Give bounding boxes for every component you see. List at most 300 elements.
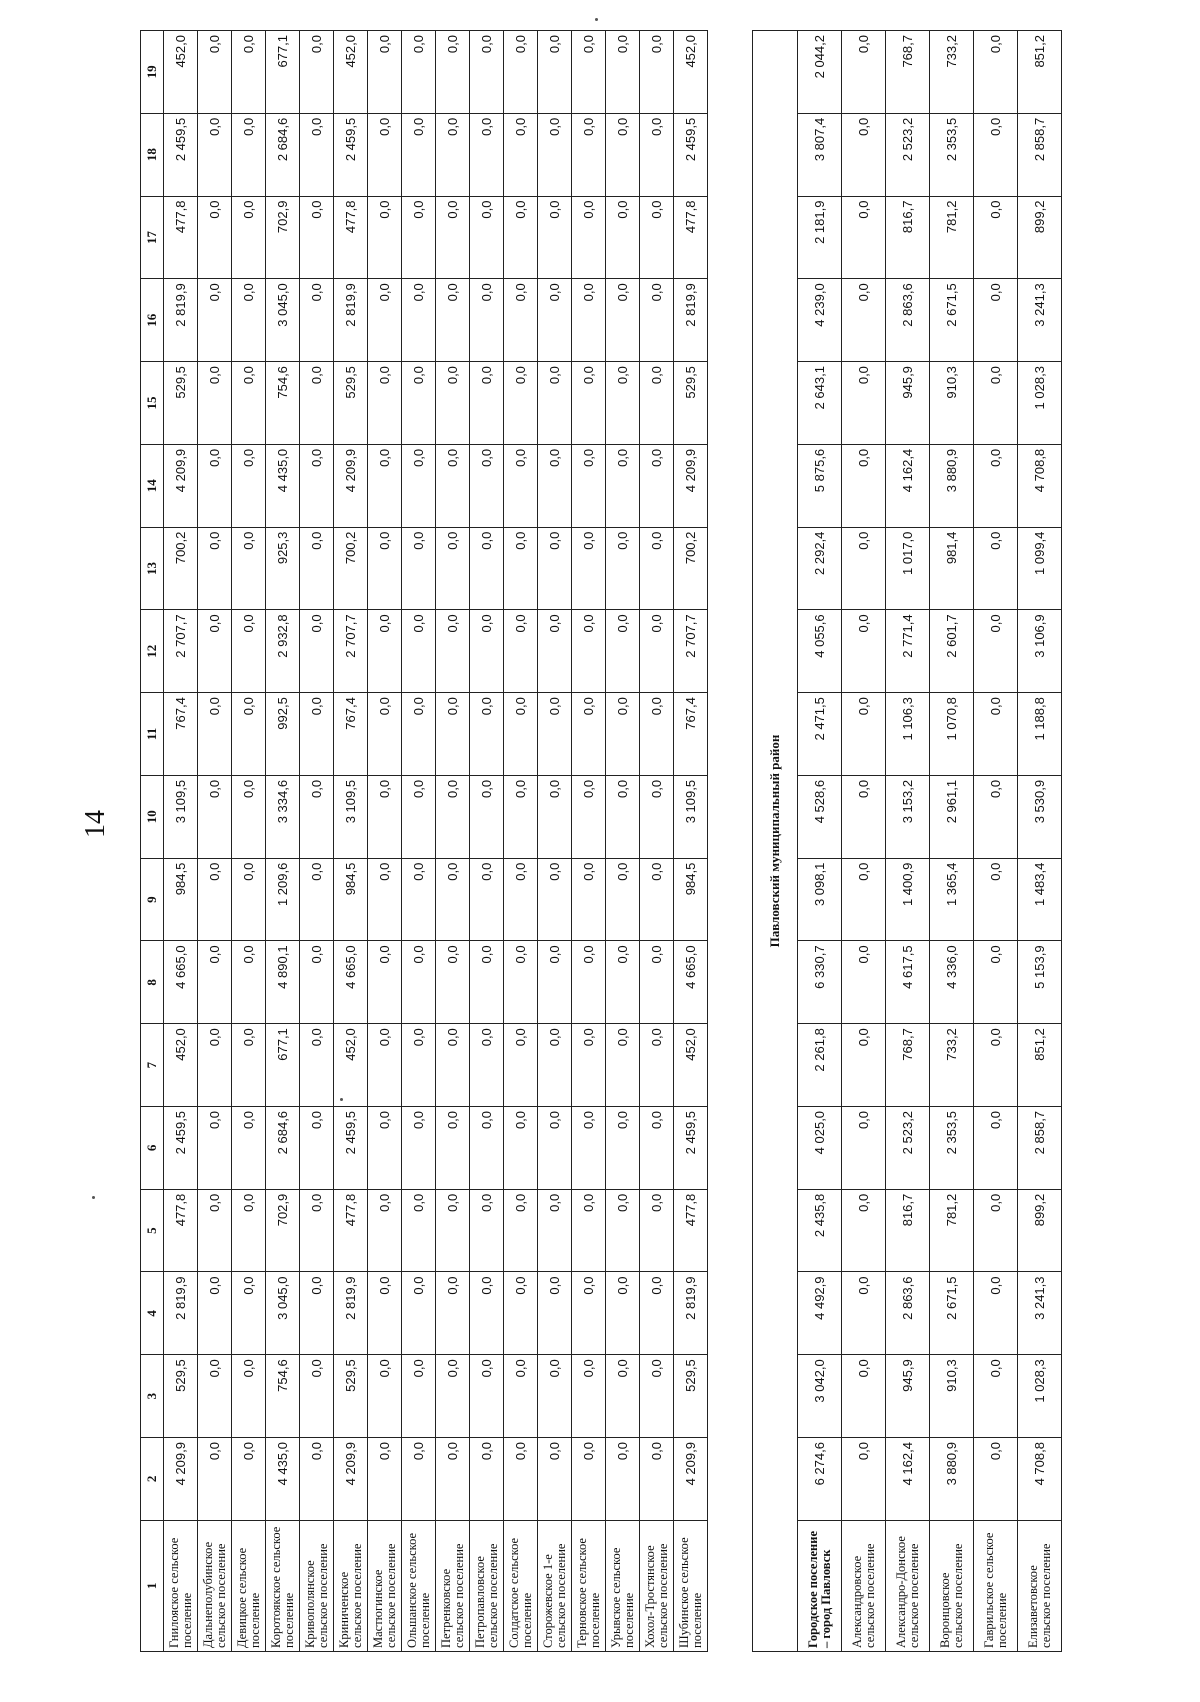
column-header: 15	[141, 362, 164, 445]
value-cell: 0,0	[470, 1106, 504, 1189]
value-cell: 2 353,5	[930, 1106, 974, 1189]
value-cell: 0,0	[572, 113, 606, 196]
value-cell: 452,0	[674, 31, 708, 114]
value-cell: 767,4	[164, 693, 198, 776]
value-cell: 899,2	[1018, 1189, 1062, 1272]
value-cell: 0,0	[572, 1355, 606, 1438]
value-cell: 0,0	[640, 775, 674, 858]
settlement-name-cell: Гаврильское сельское поселение	[974, 1520, 1018, 1651]
value-cell: 0,0	[198, 693, 232, 776]
value-cell: 0,0	[300, 775, 334, 858]
value-cell: 5 875,6	[798, 444, 842, 527]
value-cell: 2 181,9	[798, 196, 842, 279]
value-cell: 702,9	[266, 196, 300, 279]
value-cell: 3 109,5	[674, 775, 708, 858]
value-cell: 0,0	[572, 693, 606, 776]
settlement-name-cell: Сторожевское 1-е сельское поселение	[538, 1520, 572, 1651]
value-cell: 0,0	[842, 941, 886, 1024]
value-cell: 0,0	[402, 1438, 436, 1521]
value-cell: 529,5	[164, 362, 198, 445]
value-cell: 0,0	[436, 1106, 470, 1189]
value-cell: 0,0	[572, 1438, 606, 1521]
value-cell: 0,0	[368, 31, 402, 114]
rotated-table-wrapper	[140, 30, 1060, 1652]
value-cell: 0,0	[198, 113, 232, 196]
value-cell: 0,0	[640, 196, 674, 279]
value-cell: 0,0	[538, 527, 572, 610]
value-cell: 4 665,0	[164, 941, 198, 1024]
value-cell: 2 459,5	[334, 113, 368, 196]
value-cell: 0,0	[572, 775, 606, 858]
value-cell: 0,0	[606, 527, 640, 610]
value-cell: 0,0	[470, 1438, 504, 1521]
value-cell: 0,0	[198, 279, 232, 362]
value-cell: 0,0	[842, 362, 886, 445]
value-cell: 0,0	[300, 941, 334, 1024]
value-cell: 0,0	[470, 1272, 504, 1355]
value-cell: 0,0	[538, 941, 572, 1024]
column-header: 6	[141, 1106, 164, 1189]
value-cell: 0,0	[504, 693, 538, 776]
value-cell: 0,0	[974, 362, 1018, 445]
value-cell: 0,0	[198, 362, 232, 445]
value-cell: 2 863,6	[886, 279, 930, 362]
value-cell: 0,0	[232, 1355, 266, 1438]
value-cell: 0,0	[842, 1189, 886, 1272]
value-cell: 3 106,9	[1018, 610, 1062, 693]
value-cell: 0,0	[504, 610, 538, 693]
value-cell: 767,4	[334, 693, 368, 776]
value-cell: 2 707,7	[334, 610, 368, 693]
value-cell: 0,0	[504, 196, 538, 279]
value-cell: 733,2	[930, 1024, 974, 1107]
value-cell: 0,0	[572, 1189, 606, 1272]
value-cell: 0,0	[368, 610, 402, 693]
column-header: 2	[141, 1438, 164, 1521]
value-cell: 0,0	[436, 858, 470, 941]
table-body	[164, 31, 1062, 1652]
value-cell: 0,0	[232, 1106, 266, 1189]
value-cell: 0,0	[640, 1355, 674, 1438]
table-row	[930, 31, 974, 1652]
settlement-name-cell: Девицкое сельское поселение	[232, 1520, 266, 1651]
column-header: 4	[141, 1272, 164, 1355]
value-cell: 0,0	[842, 113, 886, 196]
value-cell: 851,2	[1018, 31, 1062, 114]
value-cell: 700,2	[674, 527, 708, 610]
value-cell: 0,0	[402, 31, 436, 114]
value-cell: 0,0	[504, 1438, 538, 1521]
value-cell: 1 365,4	[930, 858, 974, 941]
value-cell: 0,0	[436, 1024, 470, 1107]
value-cell: 0,0	[538, 444, 572, 527]
value-cell: 0,0	[842, 31, 886, 114]
value-cell: 0,0	[504, 1024, 538, 1107]
value-cell: 4 025,0	[798, 1106, 842, 1189]
value-cell: 0,0	[368, 113, 402, 196]
value-cell: 4 708,8	[1018, 444, 1062, 527]
column-header: 8	[141, 941, 164, 1024]
value-cell: 984,5	[334, 858, 368, 941]
value-cell: 452,0	[164, 1024, 198, 1107]
value-cell: 0,0	[436, 941, 470, 1024]
value-cell: 4 435,0	[266, 1438, 300, 1521]
value-cell: 0,0	[368, 693, 402, 776]
value-cell: 0,0	[402, 444, 436, 527]
value-cell: 0,0	[606, 444, 640, 527]
value-cell: 0,0	[538, 113, 572, 196]
value-cell: 0,0	[974, 196, 1018, 279]
value-cell: 0,0	[198, 941, 232, 1024]
value-cell: 0,0	[640, 444, 674, 527]
value-cell: 0,0	[606, 858, 640, 941]
value-cell: 0,0	[402, 1355, 436, 1438]
value-cell: 0,0	[572, 362, 606, 445]
value-cell: 816,7	[886, 1189, 930, 1272]
value-cell: 0,0	[974, 1272, 1018, 1355]
value-cell: 0,0	[640, 693, 674, 776]
value-cell: 0,0	[606, 1272, 640, 1355]
value-cell: 781,2	[930, 196, 974, 279]
value-cell: 0,0	[402, 858, 436, 941]
settlement-name-cell: Городское поселение – город Павловск	[798, 1520, 842, 1651]
value-cell: 0,0	[470, 941, 504, 1024]
value-cell: 0,0	[640, 858, 674, 941]
value-cell: 945,9	[886, 1355, 930, 1438]
value-cell: 0,0	[232, 1189, 266, 1272]
value-cell: 0,0	[606, 362, 640, 445]
value-cell: 0,0	[504, 362, 538, 445]
value-cell: 1 070,8	[930, 693, 974, 776]
value-cell: 3 109,5	[334, 775, 368, 858]
value-cell: 0,0	[198, 444, 232, 527]
value-cell: 925,3	[266, 527, 300, 610]
section-title-row	[753, 31, 798, 1652]
value-cell: 0,0	[436, 31, 470, 114]
value-cell: 0,0	[606, 693, 640, 776]
value-cell: 0,0	[640, 279, 674, 362]
settlement-name-cell: Александровское сельское поселение	[842, 1520, 886, 1651]
settlement-name-cell: Хохол-Тростянское сельское поселение	[640, 1520, 674, 1651]
value-cell: 2 459,5	[164, 113, 198, 196]
value-cell: 0,0	[606, 1106, 640, 1189]
value-cell: 767,4	[674, 693, 708, 776]
value-cell: 0,0	[402, 941, 436, 1024]
value-cell: 0,0	[402, 1272, 436, 1355]
value-cell: 0,0	[606, 1024, 640, 1107]
value-cell: 2 671,5	[930, 279, 974, 362]
value-cell: 0,0	[402, 1106, 436, 1189]
value-cell: 0,0	[470, 444, 504, 527]
value-cell: 4 209,9	[334, 444, 368, 527]
settlement-name-cell: Александро-Донское сельское поселение	[886, 1520, 930, 1651]
scan-speck	[595, 18, 598, 21]
value-cell: 0,0	[470, 858, 504, 941]
value-cell: 1 028,3	[1018, 362, 1062, 445]
value-cell: 0,0	[436, 196, 470, 279]
value-cell: 733,2	[930, 31, 974, 114]
value-cell: 0,0	[504, 279, 538, 362]
value-cell: 477,8	[674, 1189, 708, 1272]
value-cell: 781,2	[930, 1189, 974, 1272]
value-cell: 0,0	[504, 31, 538, 114]
value-cell: 0,0	[232, 362, 266, 445]
value-cell: 0,0	[842, 1355, 886, 1438]
value-cell: 945,9	[886, 362, 930, 445]
value-cell: 0,0	[198, 1024, 232, 1107]
value-cell: 0,0	[300, 196, 334, 279]
value-cell: 0,0	[300, 858, 334, 941]
value-cell: 0,0	[436, 1272, 470, 1355]
column-header: 5	[141, 1189, 164, 1272]
value-cell: 1 017,0	[886, 527, 930, 610]
value-cell: 6 274,6	[798, 1438, 842, 1521]
value-cell: 0,0	[402, 362, 436, 445]
value-cell: 0,0	[842, 1024, 886, 1107]
table-row	[640, 31, 674, 1652]
header-row	[141, 31, 164, 1652]
value-cell: 0,0	[232, 31, 266, 114]
value-cell: 0,0	[232, 693, 266, 776]
value-cell: 0,0	[402, 610, 436, 693]
value-cell: 0,0	[300, 1438, 334, 1521]
value-cell: 1 099,4	[1018, 527, 1062, 610]
value-cell: 0,0	[974, 1024, 1018, 1107]
value-cell: 0,0	[842, 1272, 886, 1355]
value-cell: 0,0	[470, 362, 504, 445]
value-cell: 0,0	[974, 941, 1018, 1024]
value-cell: 2 353,5	[930, 113, 974, 196]
value-cell: 3 241,3	[1018, 279, 1062, 362]
value-cell: 3 241,3	[1018, 1272, 1062, 1355]
value-cell: 0,0	[368, 858, 402, 941]
value-cell: 0,0	[842, 775, 886, 858]
value-cell: 2 044,2	[798, 31, 842, 114]
settlement-name-cell: Гнилояское сельское поселение	[164, 1520, 198, 1651]
value-cell: 0,0	[300, 113, 334, 196]
value-cell: 4 890,1	[266, 941, 300, 1024]
table-row	[842, 31, 886, 1652]
value-cell: 477,8	[334, 196, 368, 279]
settlement-name-cell: Кривополянское сельское поселение	[300, 1520, 334, 1651]
value-cell: 0,0	[640, 1106, 674, 1189]
value-cell: 477,8	[334, 1189, 368, 1272]
value-cell: 0,0	[300, 279, 334, 362]
gap-cell	[708, 31, 753, 1652]
value-cell: 4 336,0	[930, 941, 974, 1024]
value-cell: 0,0	[538, 362, 572, 445]
value-cell: 0,0	[198, 1106, 232, 1189]
value-cell: 3 153,2	[886, 775, 930, 858]
value-cell: 0,0	[842, 196, 886, 279]
value-cell: 4 209,9	[334, 1438, 368, 1521]
value-cell: 910,3	[930, 1355, 974, 1438]
value-cell: 0,0	[470, 693, 504, 776]
value-cell: 4 492,9	[798, 1272, 842, 1355]
value-cell: 0,0	[538, 1024, 572, 1107]
value-cell: 3 045,0	[266, 1272, 300, 1355]
value-cell: 0,0	[974, 31, 1018, 114]
value-cell: 0,0	[606, 1355, 640, 1438]
value-cell: 0,0	[606, 113, 640, 196]
table-row	[198, 31, 232, 1652]
value-cell: 981,4	[930, 527, 974, 610]
value-cell: 0,0	[606, 1189, 640, 1272]
table-row	[470, 31, 504, 1652]
value-cell: 2 261,8	[798, 1024, 842, 1107]
value-cell: 0,0	[974, 858, 1018, 941]
value-cell: 0,0	[436, 444, 470, 527]
value-cell: 2 932,8	[266, 610, 300, 693]
table-row	[436, 31, 470, 1652]
value-cell: 0,0	[974, 527, 1018, 610]
value-cell: 0,0	[538, 858, 572, 941]
value-cell: 0,0	[300, 362, 334, 445]
table-row	[300, 31, 334, 1652]
value-cell: 0,0	[842, 444, 886, 527]
value-cell: 0,0	[842, 527, 886, 610]
value-cell: 0,0	[974, 1355, 1018, 1438]
table-row	[674, 31, 708, 1652]
value-cell: 2 684,6	[266, 1106, 300, 1189]
value-cell: 0,0	[606, 196, 640, 279]
value-cell: 768,7	[886, 1024, 930, 1107]
value-cell: 0,0	[198, 858, 232, 941]
value-cell: 0,0	[300, 1024, 334, 1107]
value-cell: 0,0	[436, 775, 470, 858]
value-cell: 0,0	[368, 1106, 402, 1189]
value-cell: 529,5	[674, 1355, 708, 1438]
value-cell: 3 530,9	[1018, 775, 1062, 858]
table-row	[504, 31, 538, 1652]
value-cell: 677,1	[266, 31, 300, 114]
value-cell: 0,0	[368, 1189, 402, 1272]
value-cell: 0,0	[538, 31, 572, 114]
value-cell: 2 671,5	[930, 1272, 974, 1355]
value-cell: 2 707,7	[674, 610, 708, 693]
value-cell: 0,0	[538, 1355, 572, 1438]
column-header: 9	[141, 858, 164, 941]
value-cell: 529,5	[164, 1355, 198, 1438]
value-cell: 0,0	[368, 1355, 402, 1438]
value-cell: 0,0	[402, 279, 436, 362]
value-cell: 477,8	[674, 196, 708, 279]
value-cell: 0,0	[198, 775, 232, 858]
value-cell: 0,0	[974, 1438, 1018, 1521]
value-cell: 4 209,9	[164, 1438, 198, 1521]
value-cell: 0,0	[640, 113, 674, 196]
value-cell: 0,0	[640, 941, 674, 1024]
value-cell: 3 109,5	[164, 775, 198, 858]
value-cell: 0,0	[640, 1024, 674, 1107]
value-cell: 3 045,0	[266, 279, 300, 362]
value-cell: 0,0	[368, 279, 402, 362]
value-cell: 0,0	[232, 1024, 266, 1107]
value-cell: 2 471,5	[798, 693, 842, 776]
value-cell: 2 961,1	[930, 775, 974, 858]
value-cell: 910,3	[930, 362, 974, 445]
value-cell: 0,0	[842, 693, 886, 776]
section-title: Павловский муниципальный район	[753, 31, 798, 1652]
table-row	[974, 31, 1018, 1652]
value-cell: 0,0	[232, 444, 266, 527]
settlement-name-cell: Дальнеполубинское сельское поселение	[198, 1520, 232, 1651]
value-cell: 700,2	[164, 527, 198, 610]
value-cell: 0,0	[198, 196, 232, 279]
column-header: 11	[141, 693, 164, 776]
value-cell: 4 055,6	[798, 610, 842, 693]
value-cell: 0,0	[300, 527, 334, 610]
value-cell: 0,0	[232, 279, 266, 362]
value-cell: 0,0	[572, 858, 606, 941]
value-cell: 4 617,5	[886, 941, 930, 1024]
value-cell: 2 819,9	[334, 279, 368, 362]
column-header: 19	[141, 31, 164, 114]
value-cell: 0,0	[198, 610, 232, 693]
value-cell: 0,0	[436, 1355, 470, 1438]
value-cell: 0,0	[606, 31, 640, 114]
value-cell: 0,0	[606, 1438, 640, 1521]
value-cell: 0,0	[368, 444, 402, 527]
value-cell: 477,8	[164, 196, 198, 279]
value-cell: 0,0	[232, 196, 266, 279]
value-cell: 2 459,5	[164, 1106, 198, 1189]
value-cell: 0,0	[198, 1355, 232, 1438]
value-cell: 0,0	[842, 858, 886, 941]
value-cell: 0,0	[572, 610, 606, 693]
value-cell: 4 528,6	[798, 775, 842, 858]
value-cell: 0,0	[572, 444, 606, 527]
value-cell: 2 858,7	[1018, 1106, 1062, 1189]
value-cell: 0,0	[606, 775, 640, 858]
value-cell: 0,0	[640, 1189, 674, 1272]
value-cell: 0,0	[470, 1355, 504, 1438]
value-cell: 2 523,2	[886, 1106, 930, 1189]
value-cell: 0,0	[470, 196, 504, 279]
value-cell: 984,5	[164, 858, 198, 941]
value-cell: 0,0	[538, 693, 572, 776]
column-header: 10	[141, 775, 164, 858]
value-cell: 0,0	[974, 279, 1018, 362]
value-cell: 0,0	[232, 858, 266, 941]
value-cell: 0,0	[974, 444, 1018, 527]
value-cell: 0,0	[232, 610, 266, 693]
value-cell: 0,0	[198, 1438, 232, 1521]
value-cell: 0,0	[470, 1189, 504, 1272]
value-cell: 0,0	[538, 1106, 572, 1189]
value-cell: 0,0	[842, 279, 886, 362]
value-cell: 0,0	[640, 1272, 674, 1355]
value-cell: 0,0	[436, 527, 470, 610]
table-gap-row	[708, 31, 753, 1652]
value-cell: 0,0	[572, 1024, 606, 1107]
value-cell: 0,0	[232, 775, 266, 858]
value-cell: 0,0	[974, 113, 1018, 196]
data-table	[140, 30, 1062, 1652]
value-cell: 0,0	[368, 941, 402, 1024]
value-cell: 0,0	[436, 1438, 470, 1521]
value-cell: 452,0	[334, 31, 368, 114]
value-cell: 754,6	[266, 362, 300, 445]
page-number: 14	[80, 810, 111, 838]
settlement-name-cell: Криниченское сельское поселение	[334, 1520, 368, 1651]
value-cell: 0,0	[842, 1106, 886, 1189]
value-cell: 0,0	[504, 941, 538, 1024]
value-cell: 0,0	[538, 775, 572, 858]
value-cell: 5 153,9	[1018, 941, 1062, 1024]
value-cell: 0,0	[198, 1272, 232, 1355]
column-header: 3	[141, 1355, 164, 1438]
